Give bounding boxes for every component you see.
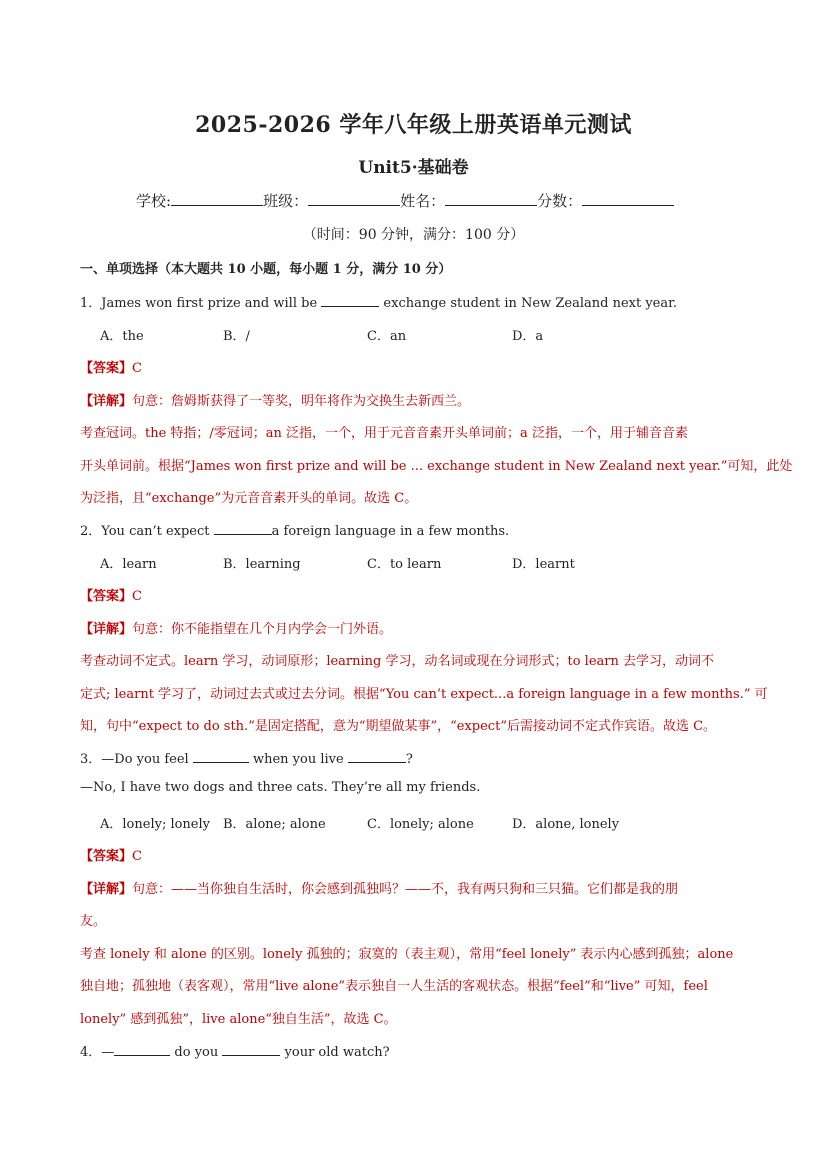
question-3-option-a: A．lonely; lonely — [100, 817, 211, 832]
question-1-stem — [80, 292, 677, 311]
answer-blank — [321, 294, 379, 307]
question-2-detail-line-3: 定式; learnt 学习了，动词过去式或过去分词。根据“You can’t expect...a foreign language in a few months.” 可 — [80, 687, 768, 702]
name-label: 姓名： — [400, 192, 446, 210]
answer-value: C — [132, 589, 142, 604]
question-2-detail-line-4: 知，句中“expect to do sth.”是固定搭配，意为“期望做某事”，“expect”后需接动词不定式作宾语。故选 C。 — [80, 719, 717, 734]
question-number: 1． — [80, 296, 102, 311]
school-label: 学校: — [136, 192, 172, 210]
class-label: 班级： — [263, 192, 309, 210]
question-2-stem — [80, 520, 509, 539]
stem-text: a foreign language in a few months. — [271, 524, 510, 539]
stem-text: ? — [405, 752, 413, 767]
stem-text: exchange student in New Zealand next year. — [383, 296, 678, 311]
answer-blank — [214, 522, 272, 535]
question-3-detail-line-2: 友。 — [80, 914, 107, 929]
name-blank[interactable] — [445, 191, 537, 206]
detail-text: 句意：詹姆斯获得了一等奖，明年将作为交换生去新西兰。 — [132, 394, 471, 409]
page-subtitle: Unit5·基础卷 — [358, 158, 469, 178]
question-1-option-b: B．/ — [223, 329, 250, 344]
stem-text: do you — [174, 1045, 219, 1060]
answer-value: C — [132, 849, 142, 864]
question-2-option-c: C．to learn — [367, 557, 442, 572]
question-1-answer — [80, 357, 142, 376]
question-3-option-d: D．alone, lonely — [512, 817, 620, 832]
question-3-option-c: C．lonely; alone — [367, 817, 474, 832]
detail-tag: 【详解】 — [80, 394, 133, 409]
school-blank[interactable] — [171, 191, 263, 206]
time-info: （时间：90 分钟，满分：100 分） — [302, 227, 525, 243]
stem-text: —Do you feel — [101, 752, 189, 767]
detail-tag: 【详解】 — [80, 622, 133, 637]
question-1-option-d: D．a — [512, 329, 544, 344]
question-3-stem — [80, 748, 413, 767]
detail-text: 句意：你不能指望在几个月内学会一门外语。 — [132, 622, 393, 637]
question-number: 3． — [80, 752, 102, 767]
score-blank[interactable] — [582, 191, 674, 206]
question-1-detail-line-4: 为泛指，且“exchange”为元音音素开头的单词。故选 C。 — [80, 491, 418, 506]
question-4-stem — [80, 1041, 390, 1060]
answer-blank — [222, 1043, 280, 1056]
class-blank[interactable] — [308, 191, 400, 206]
detail-tag: 【详解】 — [80, 882, 133, 897]
question-3-detail-line-4: 独自地；孤独地（表客观），常用“live alone”表示独自一人生活的客观状态。根据“feel”和“live” 可知，feel — [80, 979, 708, 994]
page-title: 2025-2026 学年八年级上册英语单元测试 — [195, 112, 632, 138]
student-info-line — [136, 190, 674, 211]
answer-blank — [348, 750, 406, 763]
question-2-detail-line-1 — [80, 618, 392, 637]
answer-tag: 【答案】 — [80, 589, 133, 604]
question-number: 4． — [80, 1045, 102, 1060]
stem-text: — — [101, 1045, 115, 1060]
answer-tag: 【答案】 — [80, 361, 133, 376]
question-number: 2． — [80, 524, 102, 539]
question-2-option-a: A．learn — [100, 557, 157, 572]
question-1-detail-line-2: 考查冠词。the 特指；/零冠词；an 泛指，一个，用于元音音素开头单词前；a 泛指，一个，用于辅音音素 — [80, 426, 688, 441]
question-2-detail-line-2: 考查动词不定式。learn 学习，动词原形；learning 学习，动名词或现在分词形式；to learn 去学习，动词不 — [80, 654, 714, 669]
answer-tag: 【答案】 — [80, 849, 133, 864]
question-3-reply: —No, I have two dogs and three cats. They’re all my friends. — [80, 780, 481, 795]
question-1-detail-line-1 — [80, 390, 470, 409]
question-3-detail-line-5: lonely” 感到孤独”，live alone“独自生活”，故选 C。 — [80, 1012, 397, 1027]
question-3-answer — [80, 845, 142, 864]
detail-text: 句意：——当你独自生活时，你会感到孤独吗？——不，我有两只狗和三只猫。它们都是我的朋 — [132, 882, 679, 897]
question-1-option-a: A．the — [100, 329, 144, 344]
question-2-answer — [80, 585, 142, 604]
stem-text: You can’t expect — [101, 524, 210, 539]
question-2-option-b: B．learning — [223, 557, 301, 572]
question-1-detail-line-3: 开头单词前。根据“James won first prize and will be ... exchange student in New Zealand next year.”可知，此处 — [80, 459, 793, 474]
stem-text: your old watch? — [284, 1045, 390, 1060]
stem-text: when you live — [252, 752, 344, 767]
question-3-detail-line-3: 考查 lonely 和 alone 的区别。lonely 孤独的；寂寞的（表主观），常用“feel lonely” 表示内心感到孤独；alone — [80, 947, 734, 962]
answer-blank — [114, 1043, 170, 1056]
question-2-option-d: D．learnt — [512, 557, 575, 572]
answer-value: C — [132, 361, 142, 376]
answer-blank — [193, 750, 249, 763]
question-1-option-c: C．an — [367, 329, 407, 344]
stem-text: James won first prize and will be — [101, 296, 318, 311]
question-3-option-b: B．alone; alone — [223, 817, 326, 832]
score-label: 分数： — [537, 192, 583, 210]
section-heading: 一、单项选择（本大题共 10 小题，每小题 1 分，满分 10 分） — [80, 262, 452, 277]
question-3-detail-line-1 — [80, 878, 678, 897]
